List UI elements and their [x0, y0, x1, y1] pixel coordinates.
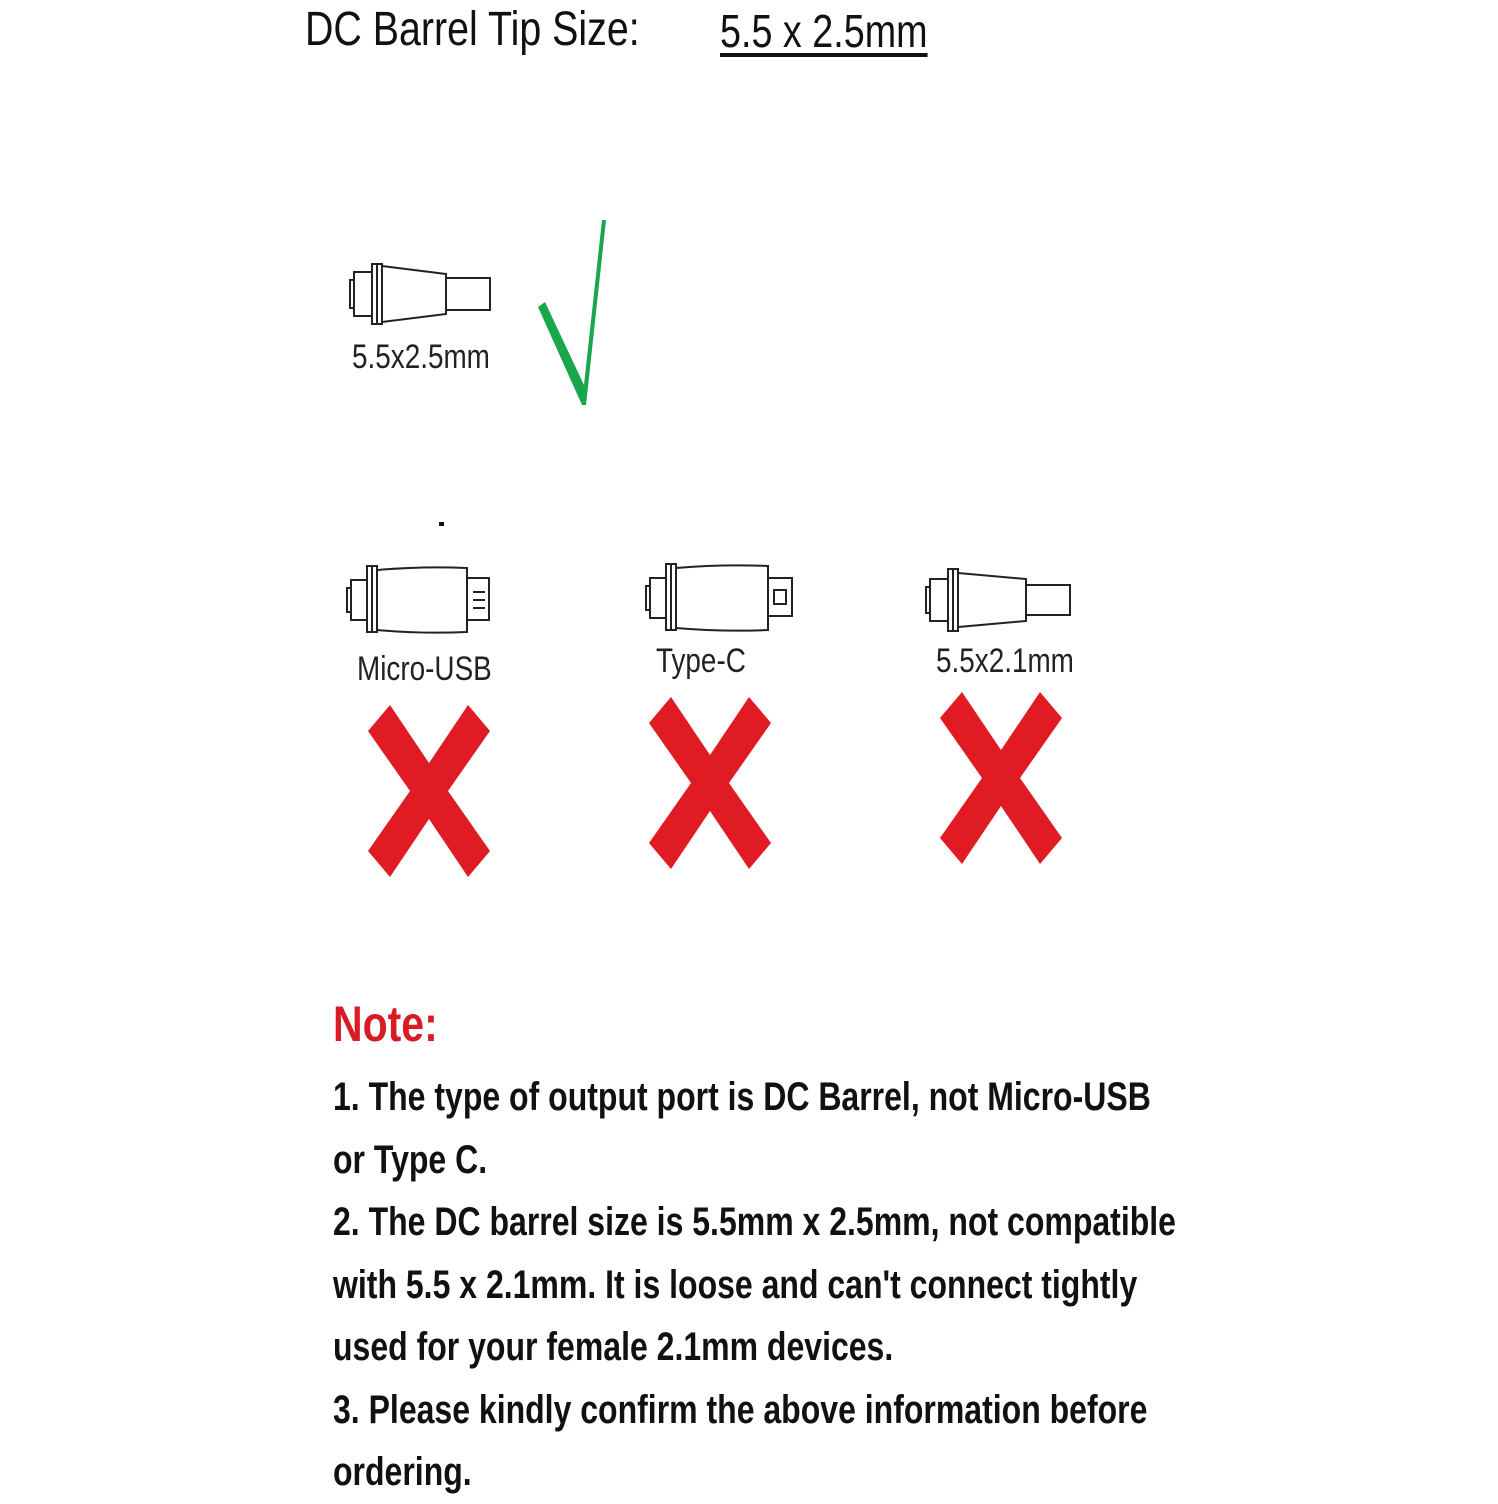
- micro-usb-connector-icon: [343, 562, 498, 637]
- tip-size-label: DC Barrel Tip Size:: [305, 3, 640, 56]
- stray-dot: [439, 522, 444, 526]
- checkmark-icon: [535, 215, 615, 410]
- type-c-connector-icon: [642, 560, 802, 635]
- cross-icon: [940, 692, 1062, 864]
- incompatible-label-type-c: Type-C: [656, 642, 746, 680]
- note-line: or Type C.: [333, 1137, 488, 1182]
- incompatible-label-micro-usb: Micro-USB: [357, 650, 492, 688]
- incompatible-label-5-5x2-1mm: 5.5x2.1mm: [936, 642, 1074, 680]
- barrel-connector-icon: [346, 258, 496, 328]
- note-line: 3. Please kindly confirm the above information before: [333, 1387, 1148, 1432]
- note-line: 1. The type of output port is DC Barrel, not Micro-USB: [333, 1075, 1151, 1119]
- note-title: Note:: [333, 996, 438, 1052]
- cross-icon: [368, 705, 490, 877]
- note-line: with 5.5 x 2.1mm. It is loose and can't connect tightly: [333, 1262, 1138, 1307]
- tip-size-value: 5.5 x 2.5mm: [720, 5, 928, 57]
- compatible-label: 5.5x2.5mm: [352, 338, 490, 376]
- note-body: [333, 1066, 1413, 1504]
- note-line: 2. The DC barrel size is 5.5mm x 2.5mm, not compatible: [333, 1200, 1176, 1244]
- note-line: ordering.: [333, 1450, 472, 1494]
- cross-icon: [649, 697, 771, 869]
- note-line: used for your female 2.1mm devices.: [333, 1325, 894, 1369]
- barrel-2-1mm-connector-icon: [922, 565, 1077, 635]
